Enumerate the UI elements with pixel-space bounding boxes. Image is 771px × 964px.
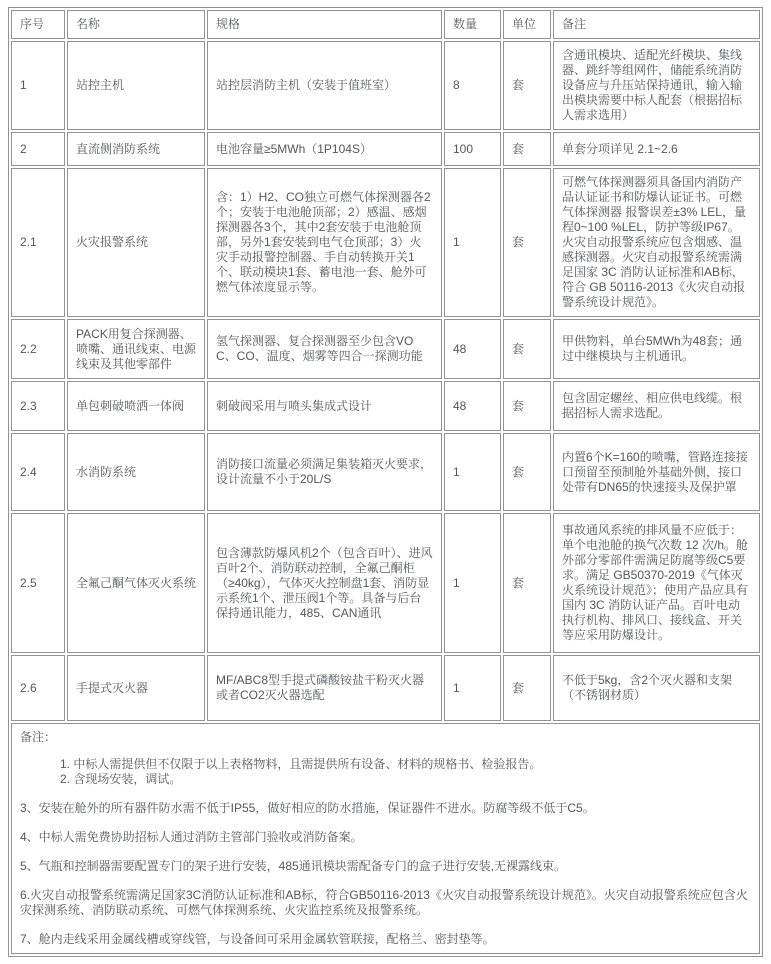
- equipment-spec-table: [8, 7, 763, 957]
- cell-qty: 1: [444, 433, 501, 511]
- cell-no: 2.2: [11, 319, 65, 379]
- cell-note: 含通讯模块、适配光纤模块、集线器、跳纤等组网件，储能系统消防设备应与升压站保持通讯，输入输出模块需要中标人配套（根据招标人需求选用）: [553, 41, 760, 130]
- cell-spec: 电池容量≥5MWh（1P104S）: [207, 132, 442, 166]
- note-item: 1. 中标人需提供但不仅限于以上表格物料，且需提供所有设备、材料的规格书、检验报告。: [60, 757, 542, 771]
- cell-name: 水消防系统: [67, 433, 205, 511]
- cell-note: 甲供物料，单台5MWh为48套；通过中继模块与主机通讯。: [553, 319, 760, 379]
- cell-qty: 1: [444, 168, 501, 317]
- column-header-unit: 单位: [503, 10, 551, 39]
- cell-qty: 1: [444, 513, 501, 653]
- cell-no: 2.1: [11, 168, 65, 317]
- note-item: 2. 含现场安装，调试。: [60, 772, 182, 786]
- column-header-no: 序号: [11, 10, 65, 39]
- table-row: [11, 513, 760, 653]
- column-header-note: 备注: [553, 10, 760, 39]
- cell-spec: 氢气探测器、复合探测器至少包含VOC、CO、温度、烟雾等四合一探测功能: [207, 319, 442, 379]
- cell-name: 火灾报警系统: [67, 168, 205, 317]
- cell-unit: 套: [503, 381, 551, 431]
- column-header-spec: 规格: [207, 10, 442, 39]
- cell-note: 单套分项详见 2.1~2.6: [553, 132, 760, 166]
- notes-numbered-list: [20, 757, 751, 787]
- cell-no: 2.4: [11, 433, 65, 511]
- cell-no: 2.5: [11, 513, 65, 653]
- cell-spec: MF/ABC8型手提式磷酸铵盐干粉灭火器或者CO2灭火器选配: [207, 655, 442, 721]
- cell-qty: 48: [444, 319, 501, 379]
- cell-note: 不低于5kg，含2个灭火器和支架（不锈钢材质）: [553, 655, 760, 721]
- notes-row: [11, 723, 760, 954]
- cell-name: 单包刺破喷洒一体阀: [67, 381, 205, 431]
- cell-note: 包含固定螺丝、相应供电线缆。根据招标人需求选配。: [553, 381, 760, 431]
- table-row: [11, 132, 760, 166]
- cell-spec: 包含薄款防爆风机2个（包含百叶）、进风百叶2个、消防联动控制，全氟己酮柜（≥40kg），气体灭火控制盘1套、消防显示系统1个、泄压阀1个等。具备与后台保持通讯能力，485、CAN通讯: [207, 513, 442, 653]
- cell-name: 手提式灭火器: [67, 655, 205, 721]
- note-paragraph: 6.火灾自动报警系统需满足国家3C消防认证标准和AB标，符合GB50116-2013《火灾自动报警系统设计规范》。火灾自动报警系统应包含火灾探测系统、消防联动系统、可燃气体探测系统、火灾监控系统及报警系统。: [20, 888, 748, 917]
- cell-unit: 套: [503, 132, 551, 166]
- table-row: [11, 319, 760, 379]
- cell-name: PACK用复合探测器、喷嘴、通讯线束、电源线束及其他零部件: [67, 319, 205, 379]
- note-paragraph: 3、安装在舱外的所有器件防水需不低于IP55，做好相应的防水措施，保证器件不进水。防腐等级不低于C5。: [20, 801, 595, 815]
- table-row: [11, 41, 760, 130]
- cell-unit: 套: [503, 319, 551, 379]
- cell-spec: 含：1）H2、CO独立可燃气体探测器各2个；安装于电池舱顶部；2）感温、感烟探测器各3个，其中2套安装于电池舱顶部，另外1套安装到电气仓顶部；3）火灾手动报警控制器、手自动转换开关1个、联动模块1套、蓄电池一套、舱外可燃气体浓度显示等。: [207, 168, 442, 317]
- header-row: [11, 10, 760, 39]
- cell-qty: 1: [444, 655, 501, 721]
- cell-note: 可燃气体探测器须具备国内消防产品认证证书和防爆认证证书。可燃气体探测器 报警误差±3% LEL，量程0~100 %LEL，防护等级IP67。火灾自动报警系统应包含烟感、温感探测器。火灾自动报警系统需满足国家 3C 消防认证标准和AB标，符合 GB 50116-2013《火灾自动报警系统设计规范》。: [553, 168, 760, 317]
- cell-no: 2.3: [11, 381, 65, 431]
- cell-spec: 站控层消防主机（安装于值班室）: [207, 41, 442, 130]
- note-paragraph: 7、舱内走线采用金属线槽或穿线管，与设备间可采用金属软管联接，配格兰、密封垫等。: [20, 932, 495, 946]
- cell-no: 1: [11, 41, 65, 130]
- cell-unit: 套: [503, 513, 551, 653]
- cell-unit: 套: [503, 41, 551, 130]
- table-row: [11, 433, 760, 511]
- cell-spec: 消防接口流量必须满足集装箱灭火要求，设计流量不小于20L/S: [207, 433, 442, 511]
- cell-name: 站控主机: [67, 41, 205, 130]
- cell-note: 事故通风系统的排风量不应低于：单个电池舱的换气次数 12 次/h。舱外部分零部件需满足防腐等级C5要求。满足 GB50370-2019《气体灭火系统设计规范》；使用产品应具有国内 3C 消防认证产品。百叶电动执行机构、排风口、接线盒、开关等应采用防爆设计。: [553, 513, 760, 653]
- cell-unit: 套: [503, 168, 551, 317]
- cell-qty: 100: [444, 132, 501, 166]
- cell-unit: 套: [503, 655, 551, 721]
- table-row: [11, 381, 760, 431]
- cell-qty: 48: [444, 381, 501, 431]
- table-row: [11, 655, 760, 721]
- notes-section: [11, 723, 760, 954]
- cell-note: 内置6个K=160的喷嘴，管路连接接口预留至预制舱外基础外侧，接口处带有DN65的快速接头及保护罩: [553, 433, 760, 511]
- cell-spec: 刺破阀采用与喷头集成式设计: [207, 381, 442, 431]
- note-paragraph: 5、气瓶和控制器需要配置专门的架子进行安装，485通讯模块需配备专门的盒子进行安装,无裸露线束。: [20, 859, 567, 873]
- column-header-qty: 数量: [444, 10, 501, 39]
- cell-qty: 8: [444, 41, 501, 130]
- cell-name: 全氟己酮气体灭火系统: [67, 513, 205, 653]
- column-header-name: 名称: [67, 10, 205, 39]
- cell-name: 直流侧消防系统: [67, 132, 205, 166]
- cell-unit: 套: [503, 433, 551, 511]
- note-paragraph: 4、中标人需免费协助招标人通过消防主管部门验收或消防备案。: [20, 830, 363, 844]
- notes-title: 备注：: [20, 730, 57, 744]
- cell-no: 2: [11, 132, 65, 166]
- cell-no: 2.6: [11, 655, 65, 721]
- table-row: [11, 168, 760, 317]
